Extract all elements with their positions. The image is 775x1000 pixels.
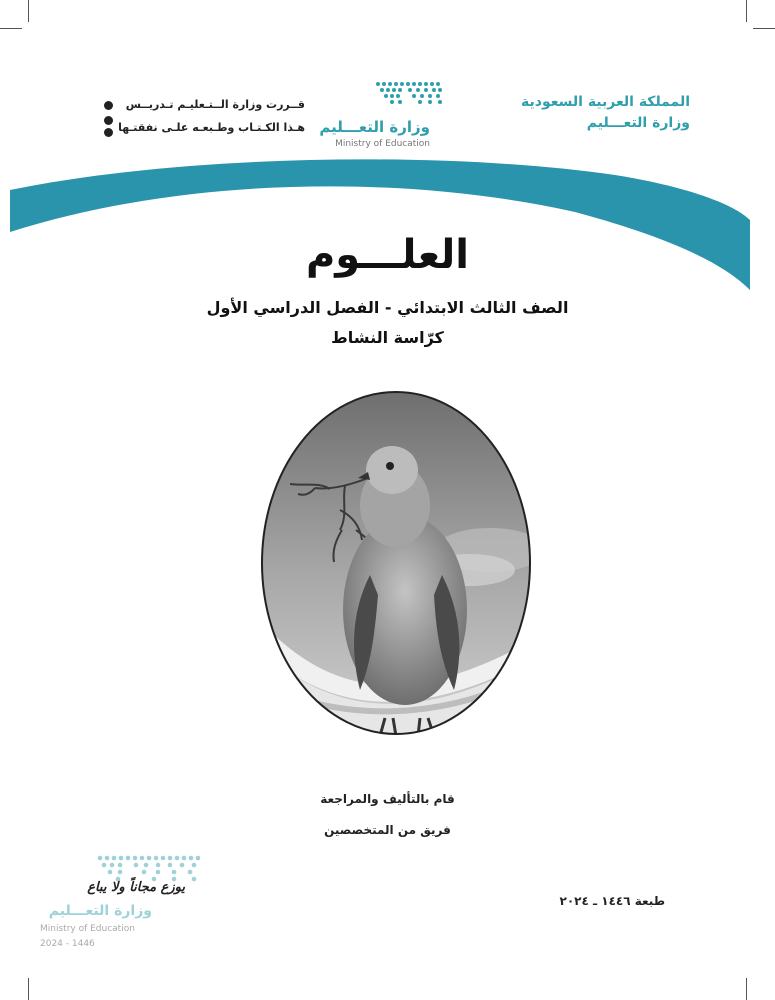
decree-line-2: هـذا الكـتـاب وطـبعـه علـى نفقتـها — [118, 121, 305, 134]
crop-mark — [746, 978, 747, 1000]
crop-mark — [746, 0, 747, 22]
credits-label: قام بالتأليف والمراجعة — [320, 792, 455, 806]
footer-years: 2024 - 1446 — [40, 939, 95, 949]
book-title: العلـــوم — [305, 232, 470, 278]
crop-mark — [28, 0, 29, 22]
booklet-name: كرّاسة النشاط — [331, 328, 444, 347]
kingdom-name: المملكة العربية السعودية — [521, 94, 690, 110]
decree-line-1: قــررت وزارة الــتـعليـم تـدريــس — [125, 98, 305, 111]
cover-photo — [260, 390, 532, 736]
crop-mark — [753, 28, 775, 29]
book-subtitle: الصف الثالث الابتدائي - الفصل الدراسي الأول — [206, 298, 569, 317]
credits-team: فريق من المتخصصين — [324, 823, 451, 837]
edition-label: طبعة ١٤٤٦ ـ ٢٠٢٤ — [559, 894, 665, 908]
ministry-name-en: Ministry of Education — [40, 924, 135, 934]
ministry-name: وزارة التعـــليم — [586, 115, 690, 131]
bullet-icon — [104, 128, 113, 137]
bullet-icon — [104, 101, 113, 110]
crop-mark — [0, 28, 22, 29]
ministry-name-en: Ministry of Education — [335, 139, 430, 149]
free-distribution-stamp: يوزع مجاناً ولا يباع — [87, 880, 185, 895]
ministry-name-ar: وزارة التعـــليم — [48, 903, 152, 919]
bullet-icon — [104, 116, 113, 125]
ministry-name-ar: وزارة التعـــليم — [319, 118, 430, 136]
crop-mark — [28, 978, 29, 1000]
